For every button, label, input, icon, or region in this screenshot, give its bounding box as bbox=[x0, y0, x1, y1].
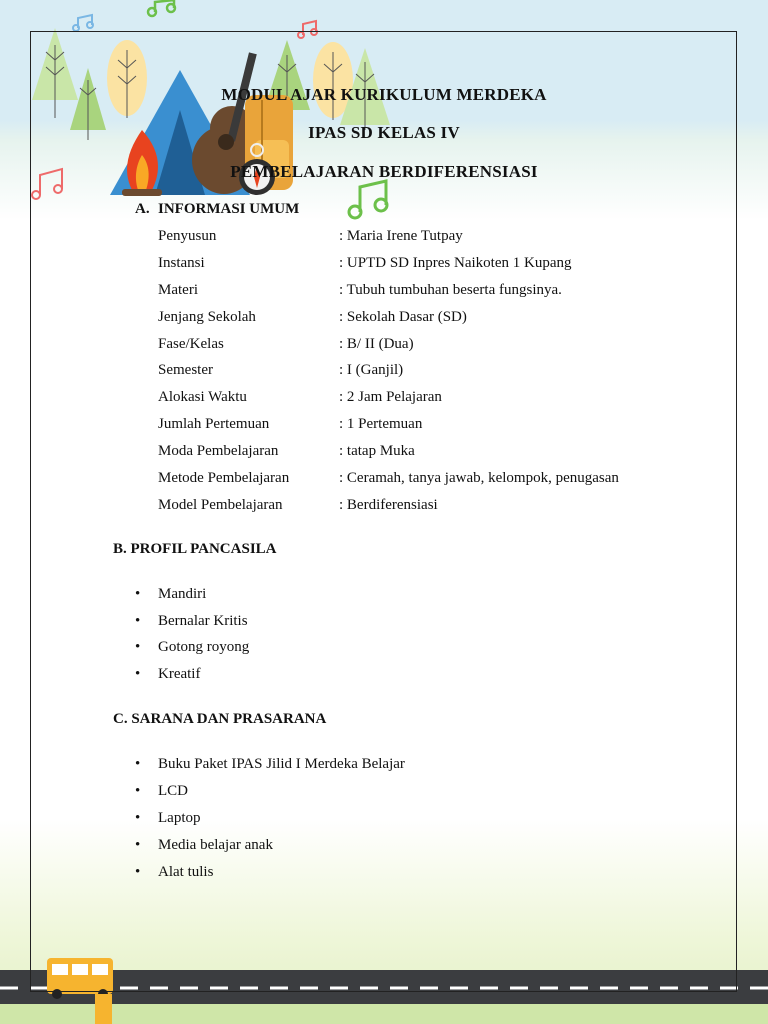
info-value: : UPTD SD Inpres Naikoten 1 Kupang bbox=[339, 255, 572, 271]
info-row bbox=[158, 497, 718, 519]
info-value: : Sekolah Dasar (SD) bbox=[339, 309, 467, 325]
info-label: Jenjang Sekolah bbox=[158, 309, 256, 325]
info-row bbox=[158, 362, 718, 384]
info-label: Alokasi Waktu bbox=[158, 389, 247, 405]
info-value: : 2 Jam Pelajaran bbox=[339, 389, 442, 405]
info-row bbox=[158, 282, 718, 304]
bullet-icon: • bbox=[135, 613, 141, 629]
info-row bbox=[158, 336, 718, 358]
music-note-icon bbox=[73, 15, 93, 31]
info-label: Metode Pembelajaran bbox=[158, 470, 290, 486]
list-item-text: Gotong royong bbox=[158, 639, 250, 655]
info-value: : tatap Muka bbox=[339, 443, 415, 459]
info-value: : Tubuh tumbuhan beserta fungsinya. bbox=[339, 282, 562, 298]
section-a-marker: A. bbox=[135, 201, 150, 217]
list-item-text: Mandiri bbox=[158, 586, 207, 602]
info-row bbox=[158, 228, 718, 250]
info-label: Semester bbox=[158, 362, 213, 378]
list-item-text: Alat tulis bbox=[158, 864, 214, 880]
info-label: Materi bbox=[158, 282, 198, 298]
section-c-title: C. SARANA DAN PRASARANA bbox=[113, 711, 327, 727]
info-row bbox=[158, 470, 718, 492]
bullet-icon: • bbox=[135, 586, 141, 602]
info-row bbox=[158, 309, 718, 331]
info-label: Penyusun bbox=[158, 228, 217, 244]
bullet-icon: • bbox=[135, 783, 141, 799]
info-value: : B/ II (Dua) bbox=[339, 336, 414, 352]
list-item-text: Bernalar Kritis bbox=[158, 613, 248, 629]
bullet-icon: • bbox=[135, 837, 141, 853]
doc-title-line1: MODUL AJAR KURIKULUM MERDEKA bbox=[221, 85, 547, 104]
info-value: : I (Ganjil) bbox=[339, 362, 404, 378]
list-item-text: Buku Paket IPAS Jilid I Merdeka Belajar bbox=[158, 756, 405, 772]
info-label: Instansi bbox=[158, 255, 205, 271]
bullet-icon: • bbox=[135, 666, 141, 682]
section-a-title: INFORMASI UMUM bbox=[158, 201, 300, 217]
bullet-icon: • bbox=[135, 756, 141, 772]
info-label: Moda Pembelajaran bbox=[158, 443, 279, 459]
bullet-icon: • bbox=[135, 639, 141, 655]
info-value: : 1 Pertemuan bbox=[339, 416, 423, 432]
list-item-text: Laptop bbox=[158, 810, 201, 826]
info-label: Jumlah Pertemuan bbox=[158, 416, 270, 432]
bullet-icon: • bbox=[135, 810, 141, 826]
info-value: : Berdiferensiasi bbox=[339, 497, 438, 513]
info-row bbox=[158, 443, 718, 465]
list-item-text: Media belajar anak bbox=[158, 837, 273, 853]
info-value: : Maria Irene Tutpay bbox=[339, 228, 463, 244]
info-label: Fase/Kelas bbox=[158, 336, 224, 352]
info-label: Model Pembelajaran bbox=[158, 497, 283, 513]
info-value: : Ceramah, tanya jawab, kelompok, penugasan bbox=[339, 470, 619, 486]
doc-title-line3: PEMBELAJARAN BERDIFERENSIASI bbox=[230, 162, 538, 181]
list-item-text: LCD bbox=[158, 783, 188, 799]
music-note-icon bbox=[148, 0, 175, 16]
section-b-title: B. PROFIL PANCASILA bbox=[113, 541, 277, 557]
list-item-text: Kreatif bbox=[158, 666, 201, 682]
doc-title-line2: IPAS SD KELAS IV bbox=[308, 123, 460, 142]
info-row bbox=[158, 389, 718, 411]
info-row bbox=[158, 255, 718, 277]
bullet-icon: • bbox=[135, 864, 141, 880]
info-row bbox=[158, 416, 718, 438]
